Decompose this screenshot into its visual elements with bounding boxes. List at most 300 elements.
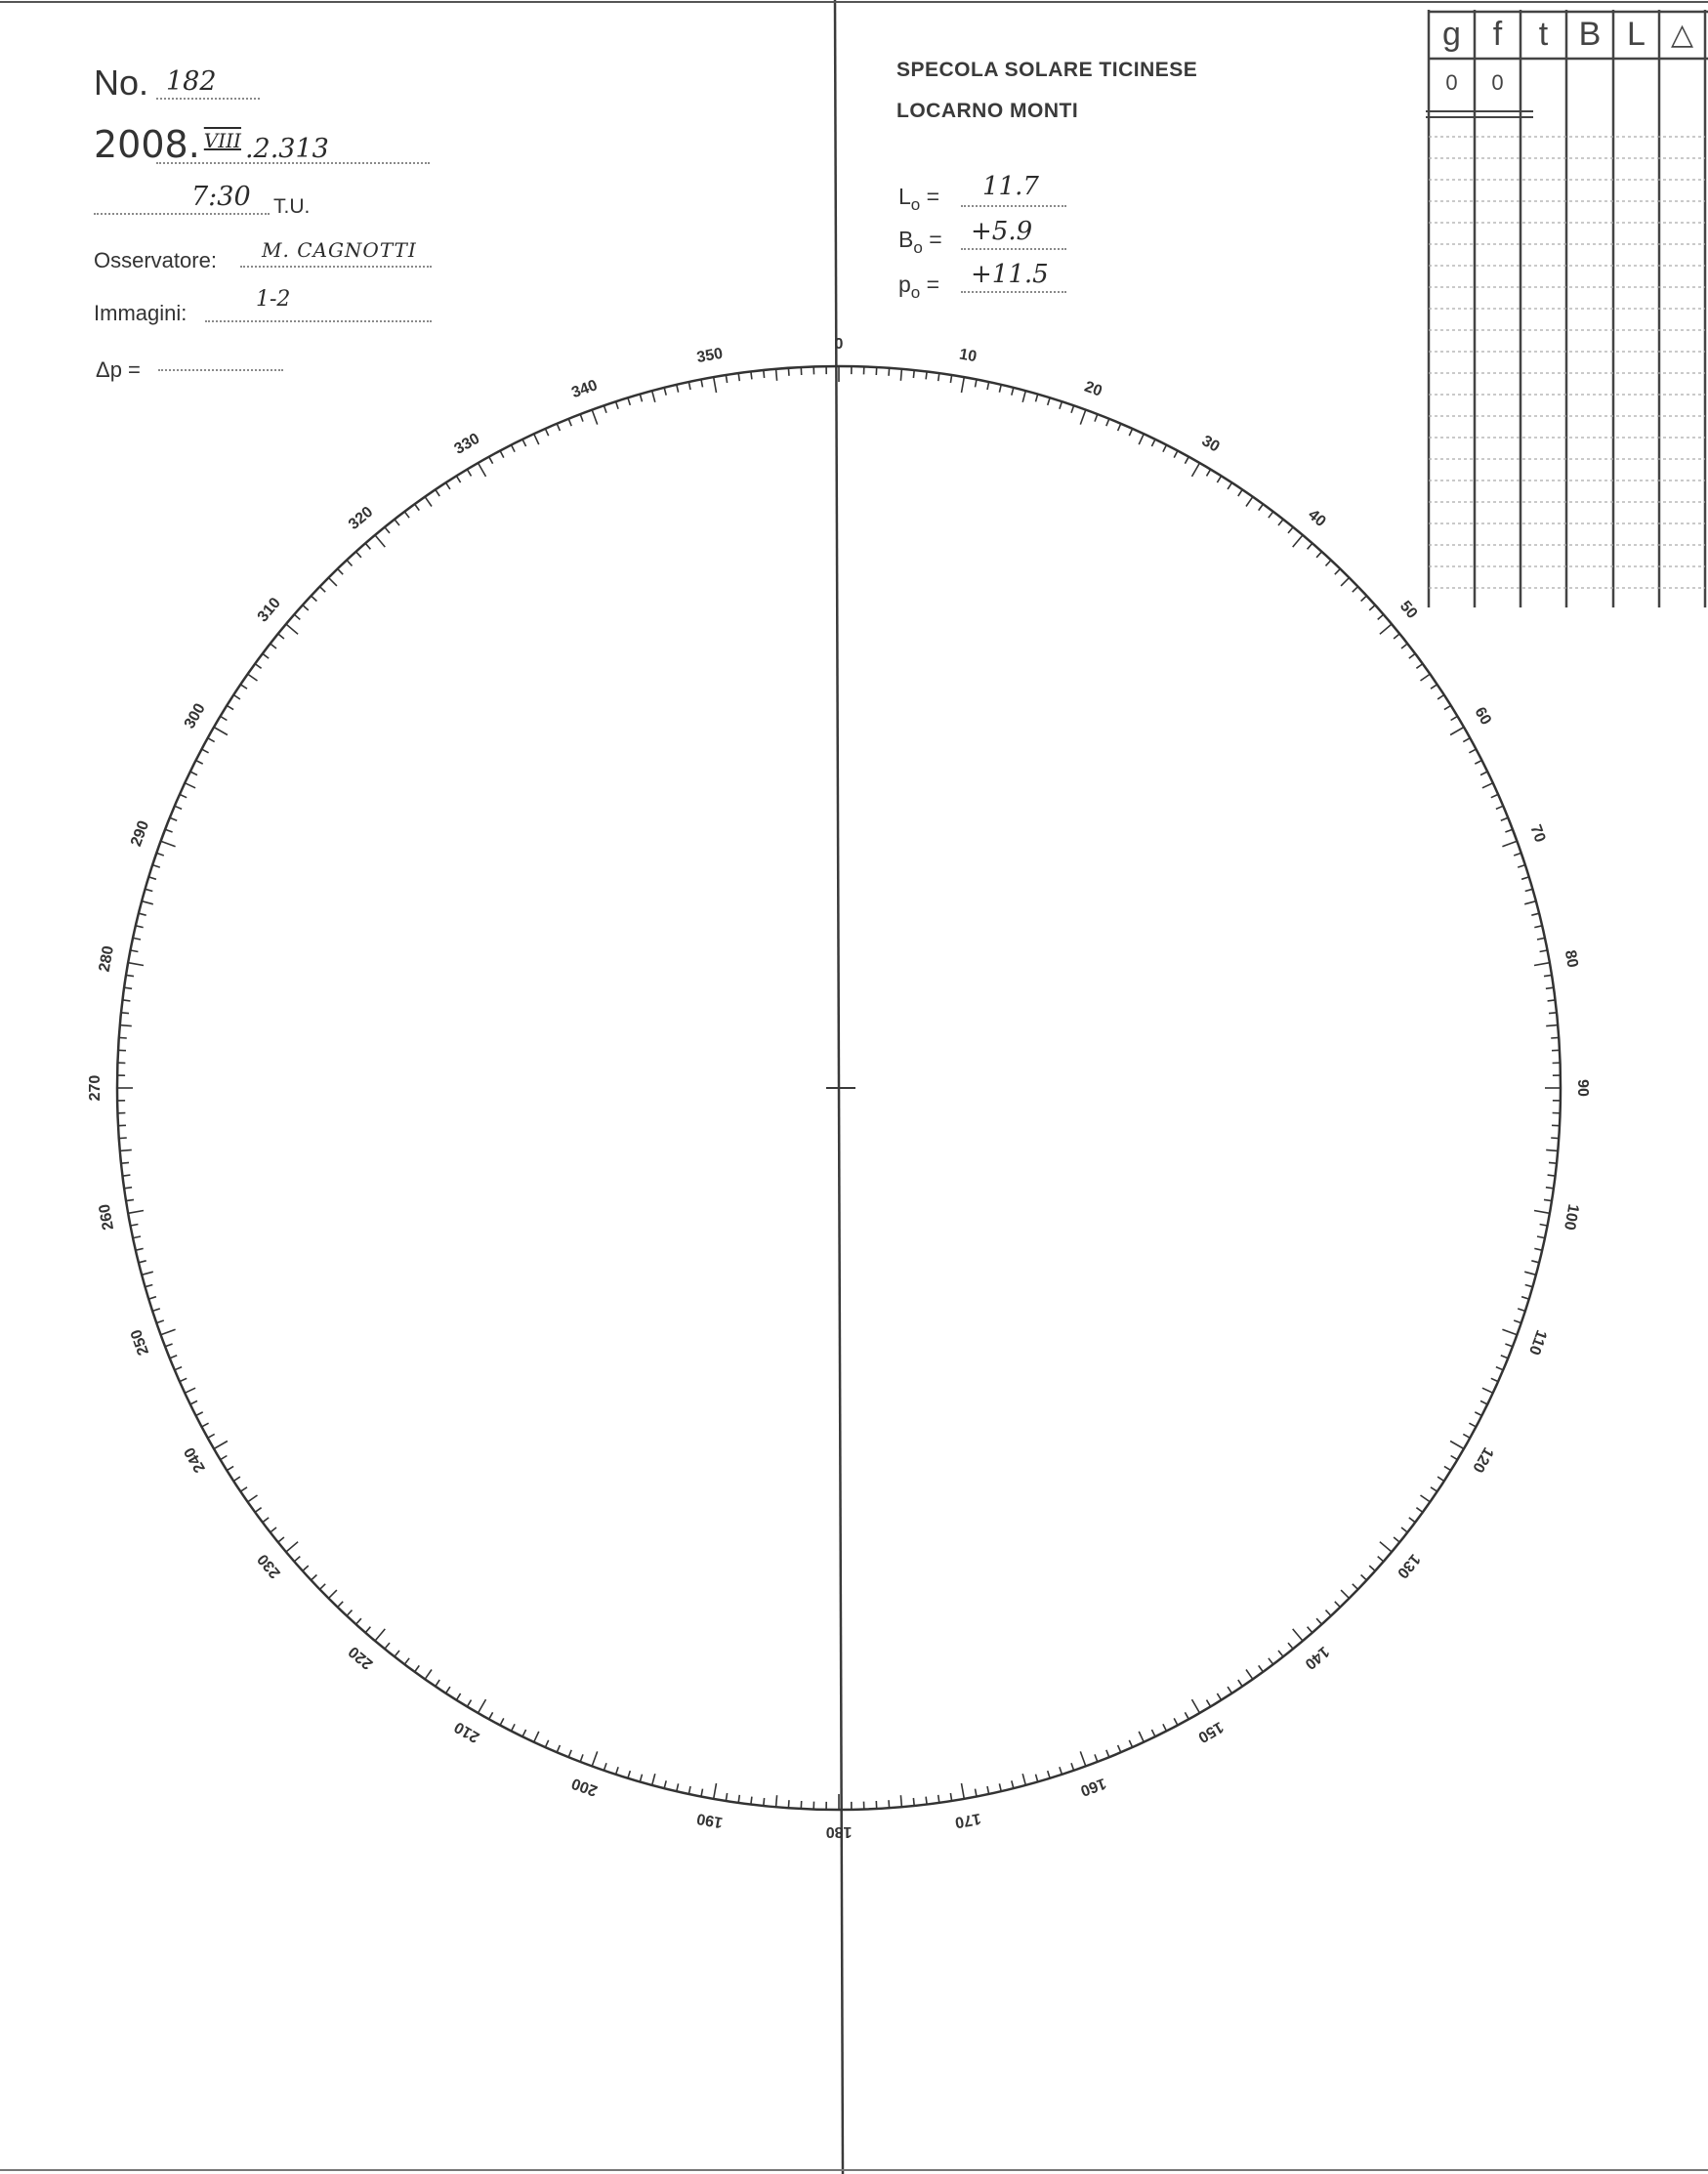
dial-tick <box>202 749 209 753</box>
dial-tick <box>170 817 177 820</box>
dial-tick <box>1531 1261 1539 1263</box>
dial-tick <box>545 429 548 436</box>
date-prefix: 2008. <box>94 123 200 166</box>
dial-tick <box>1259 1665 1264 1672</box>
dial-tick <box>1378 614 1384 619</box>
dial-tick <box>1012 1780 1014 1788</box>
dial-tick <box>1546 1025 1558 1026</box>
dial-tick <box>139 1261 146 1263</box>
images-field[interactable] <box>205 295 432 322</box>
p0-value: +11.5 <box>971 260 1049 289</box>
dial-tick <box>248 674 258 681</box>
dial-tick <box>294 614 300 619</box>
dial-tick <box>263 653 269 658</box>
dial-tick <box>688 382 690 390</box>
dial-tick <box>726 375 727 383</box>
dial-tick <box>1238 489 1242 496</box>
dial-tick <box>347 561 353 566</box>
dial-tick <box>714 377 717 393</box>
dial-tick <box>196 761 203 765</box>
dial-label: 160 <box>1077 1774 1108 1799</box>
dial-tick <box>999 385 1001 393</box>
date-suffix: .2.313 <box>244 134 329 164</box>
dial-tick <box>1544 975 1552 976</box>
dial-label: 20 <box>1082 378 1104 400</box>
dial-tick <box>1514 1320 1521 1323</box>
dial-tick <box>136 926 144 928</box>
dial-tick <box>1537 938 1545 940</box>
dial-tick <box>900 1795 901 1807</box>
dial-tick <box>1482 1388 1493 1393</box>
dial-tick <box>227 1466 233 1470</box>
dial-tick <box>1505 829 1513 832</box>
dial-tick <box>404 512 409 518</box>
dial-tick <box>1480 772 1487 775</box>
dial-tick <box>938 1795 939 1803</box>
dial-tick <box>338 1602 344 1608</box>
dial-tick <box>1293 535 1303 547</box>
time-unit: T.U. <box>273 195 311 218</box>
dial-tick <box>1421 674 1431 681</box>
dial-tick <box>557 1745 560 1752</box>
dial-tick <box>1335 568 1341 574</box>
col-header-f: f <box>1492 16 1503 53</box>
dial-tick <box>950 1793 951 1801</box>
p0-subscript: o <box>910 283 921 302</box>
dial-tick <box>446 1687 450 1693</box>
dial-tick <box>148 877 156 879</box>
dial-tick <box>1185 1712 1188 1719</box>
dial-tick <box>128 963 144 966</box>
dial-tick <box>170 1356 177 1359</box>
dial-tick <box>1308 543 1312 549</box>
dial-tick <box>152 865 160 868</box>
dial-label: 320 <box>345 503 377 533</box>
dial-tick <box>190 772 197 775</box>
dial-tick <box>385 527 390 533</box>
dial-tick <box>652 1774 655 1785</box>
dial-tick <box>900 369 901 381</box>
dial-label: 130 <box>1394 1550 1424 1582</box>
dial-tick <box>1540 1225 1548 1227</box>
dial-tick <box>142 1272 153 1275</box>
dial-tick <box>240 685 247 689</box>
dial-label: 60 <box>1471 704 1495 729</box>
dial-label: 110 <box>1524 1327 1550 1358</box>
dial-tick <box>1326 561 1332 566</box>
cell-f-row1[interactable]: 0 <box>1491 70 1504 95</box>
dial-tick <box>385 1643 390 1649</box>
dial-label: 260 <box>96 1202 118 1232</box>
dial-tick <box>146 1285 153 1287</box>
dial-tick <box>319 587 325 593</box>
dial-tick <box>1071 1763 1074 1771</box>
dial-tick <box>776 1795 777 1807</box>
dial-tick <box>1431 685 1437 689</box>
dial-tick <box>1463 1434 1470 1438</box>
dial-tick <box>123 1000 131 1001</box>
dial-tick <box>136 1248 144 1250</box>
p0-label: $p_o$ = <box>898 272 940 302</box>
dial-tick <box>1480 1401 1487 1404</box>
dial-tick <box>1518 865 1525 868</box>
b0-label: $B_o$ = <box>898 227 942 257</box>
cell-g-row1[interactable]: 0 <box>1445 70 1458 95</box>
dial-tick <box>1450 1442 1464 1449</box>
delta-p-label: Δp = <box>96 357 141 382</box>
dial-tick <box>415 1665 420 1672</box>
dial-tick <box>161 1329 176 1335</box>
dial-tick <box>640 395 642 402</box>
dial-tick <box>1217 1693 1221 1700</box>
number-label: No. <box>94 63 149 103</box>
dial-tick <box>142 901 153 904</box>
dial-tick <box>1288 1643 1293 1649</box>
dial-tick <box>677 1783 679 1791</box>
dial-tick <box>500 451 504 458</box>
dial-tick <box>664 1780 666 1788</box>
dial-tick <box>1409 653 1415 658</box>
dial-tick <box>1316 1618 1321 1624</box>
dial-tick <box>1163 1724 1167 1731</box>
dial-tick <box>1012 388 1014 396</box>
dial-tick <box>512 445 516 452</box>
dial-tick <box>375 535 385 547</box>
dial-tick <box>1482 783 1493 788</box>
dial-label: 270 <box>87 1074 104 1102</box>
dial-tick <box>1421 1495 1431 1502</box>
dial-tick <box>1450 728 1464 735</box>
dial-tick <box>1095 414 1098 422</box>
dial-tick <box>999 1783 1001 1791</box>
dial-tick <box>1551 1138 1559 1139</box>
dial-tick <box>240 1487 247 1491</box>
dial-tick <box>1341 1590 1350 1599</box>
dial-tick <box>185 783 195 788</box>
dial-tick <box>263 1518 269 1523</box>
dial-tick <box>126 975 134 976</box>
dial-tick <box>303 1566 309 1570</box>
dial-tick <box>271 1527 276 1532</box>
dial-tick <box>365 543 370 549</box>
dial-label: 230 <box>254 1550 284 1582</box>
dial-tick <box>1521 1297 1529 1299</box>
dial-tick <box>1293 1629 1303 1641</box>
dial-tick <box>425 497 432 507</box>
dial-label: 200 <box>569 1774 601 1799</box>
dial-tick <box>1525 889 1533 891</box>
dial-tick <box>568 1750 571 1757</box>
dial-tick <box>436 489 439 496</box>
observatory-location: LOCARNO MONTI <box>896 100 1079 122</box>
dial-tick <box>148 1297 156 1299</box>
dial-tick <box>1326 1610 1332 1616</box>
dial-tick <box>1129 429 1132 436</box>
dial-tick <box>987 1786 989 1794</box>
dial-tick <box>1501 817 1508 820</box>
dial-tick <box>1228 482 1231 489</box>
dial-tick <box>356 552 361 558</box>
dial-tick <box>1192 1699 1200 1713</box>
dial-tick <box>1548 1175 1556 1176</box>
dial-tick <box>1139 1732 1144 1742</box>
dial-tick <box>976 380 978 388</box>
dial-tick <box>1380 1542 1392 1552</box>
dial-tick <box>124 987 132 988</box>
dial-label: 290 <box>128 818 153 850</box>
dial-label: 300 <box>181 700 209 732</box>
dial-tick <box>248 1495 258 1502</box>
dial-label: 100 <box>1560 1202 1582 1232</box>
dial-tick <box>165 1344 173 1347</box>
dial-tick <box>124 1188 132 1189</box>
delta-p-field[interactable] <box>158 354 283 371</box>
dial-label: 70 <box>1526 822 1549 845</box>
time-value: 7:30 <box>191 182 251 212</box>
dial-tick <box>255 664 262 669</box>
dial-tick <box>1278 520 1283 525</box>
dial-label: 30 <box>1198 432 1223 456</box>
dial-tick <box>1437 1477 1444 1481</box>
dial-tick <box>1514 853 1521 856</box>
dial-tick <box>1401 1527 1407 1532</box>
dial-tick <box>156 1320 164 1323</box>
dial-tick <box>1151 439 1155 446</box>
col-header-b: B <box>1578 16 1602 53</box>
dial-tick <box>889 368 890 376</box>
dial-tick <box>926 1797 927 1805</box>
col-header-t: t <box>1538 16 1549 53</box>
dial-tick <box>1341 577 1350 586</box>
dial-tick <box>1501 1356 1508 1359</box>
dial-tick <box>580 414 583 422</box>
dial-tick <box>375 1629 385 1641</box>
dial-tick <box>1163 445 1167 452</box>
dial-tick <box>1502 1329 1517 1335</box>
dial-tick <box>1491 794 1498 797</box>
dial-tick <box>1174 451 1178 458</box>
dial-tick <box>628 1771 630 1778</box>
dial-tick <box>1228 1687 1231 1693</box>
dial-tick <box>255 1508 262 1513</box>
dial-tick <box>180 794 187 797</box>
dial-tick <box>119 1037 127 1038</box>
dial-label: 40 <box>1305 506 1329 531</box>
dial-tick <box>738 373 739 381</box>
dial-tick <box>467 470 471 477</box>
dial-tick <box>1548 1000 1556 1001</box>
dial-label: 0 <box>834 336 844 354</box>
dial-tick <box>1524 1272 1536 1275</box>
dial-tick <box>522 1730 526 1736</box>
dial-tick <box>196 1412 203 1416</box>
dial-tick <box>1505 1344 1513 1347</box>
dial-tick <box>120 1025 132 1026</box>
dial-tick <box>1022 1774 1025 1785</box>
dial-tick <box>1534 1248 1542 1250</box>
dial-tick <box>1278 1651 1283 1656</box>
date-month: VIII <box>203 129 241 152</box>
dial-tick <box>677 385 679 393</box>
dial-tick <box>365 1627 370 1633</box>
dial-tick <box>1192 463 1200 477</box>
dial-tick <box>1546 1188 1554 1189</box>
dial-tick <box>1207 1700 1211 1707</box>
dial-tick <box>1080 410 1086 425</box>
dial-tick <box>436 1680 439 1687</box>
dial-tick <box>146 889 153 891</box>
dial-tick <box>640 1775 642 1782</box>
dial-tick <box>175 1367 182 1370</box>
dial-tick <box>356 1618 361 1624</box>
dial-tick <box>1335 1602 1341 1608</box>
dial-tick <box>1531 913 1539 915</box>
images-value: 1-2 <box>256 287 291 312</box>
dial-tick <box>1549 1013 1557 1014</box>
dial-tick <box>1129 1740 1132 1747</box>
dial-tick <box>1475 761 1481 765</box>
dial-tick <box>446 482 450 489</box>
dial-tick <box>278 634 284 639</box>
dial-tick <box>500 1718 504 1725</box>
dial-tick <box>1444 705 1451 709</box>
table-grid <box>1426 10 1708 607</box>
dial-tick <box>1491 1378 1498 1381</box>
dial-tick <box>1036 395 1038 402</box>
dial-tick <box>319 1584 325 1590</box>
dial-tick <box>180 1378 187 1381</box>
dial-tick <box>214 1442 228 1449</box>
dial-tick <box>328 577 337 586</box>
dial-tick <box>489 457 493 464</box>
l0-subscript: o <box>910 195 921 214</box>
dial-tick <box>221 1456 228 1460</box>
dial-label: 120 <box>1469 1443 1497 1476</box>
dial-tick <box>1022 391 1025 402</box>
l0-value: 11.7 <box>982 172 1039 201</box>
date-field[interactable] <box>156 137 430 164</box>
dial-tick <box>950 375 951 383</box>
col-header-l: L <box>1627 16 1646 53</box>
dial-tick <box>1308 1627 1312 1633</box>
dial-tick <box>1551 1037 1559 1038</box>
dial-tick <box>1525 1285 1533 1287</box>
dial-tick <box>1217 476 1221 482</box>
dial-label: 190 <box>695 1809 725 1831</box>
dial-tick <box>592 410 598 425</box>
dial-tick <box>1316 552 1321 558</box>
dial-tick <box>701 1789 703 1797</box>
dial-tick <box>1469 1423 1476 1427</box>
dial-tick <box>1269 1658 1273 1664</box>
dial-label: 240 <box>181 1443 209 1476</box>
dial-tick <box>714 1783 717 1799</box>
dial-tick <box>119 1138 127 1139</box>
dial-tick <box>479 1699 486 1713</box>
b0-value: +5.9 <box>971 217 1033 246</box>
dial-tick <box>165 829 173 832</box>
dial-tick <box>628 397 630 405</box>
dial-tick <box>1259 504 1264 511</box>
dial-tick <box>489 1712 493 1719</box>
dial-tick <box>1451 1456 1458 1460</box>
observatory-name: SPECOLA SOLARE TICINESE <box>896 59 1198 81</box>
dial-tick <box>479 463 486 477</box>
dial-tick <box>175 806 182 809</box>
dial-tick <box>616 401 619 409</box>
dial-label: 150 <box>1194 1718 1227 1746</box>
dial-tick <box>202 1423 209 1427</box>
dial-tick <box>738 1795 739 1803</box>
dial-tick <box>123 1175 131 1176</box>
dial-tick <box>395 1651 399 1656</box>
dial-tick <box>1269 512 1273 518</box>
dial-label: 340 <box>569 377 601 402</box>
images-label: Immagini: <box>94 301 187 325</box>
dial-tick <box>962 377 965 393</box>
dial-tick <box>1521 877 1529 879</box>
dial-tick <box>139 913 146 915</box>
dial-tick <box>534 1732 539 1742</box>
dial-tick <box>1106 1750 1109 1757</box>
dial-tick <box>938 373 939 381</box>
dial-tick <box>913 370 914 378</box>
number-value: 182 <box>166 66 217 97</box>
dial-tick <box>1048 397 1050 405</box>
dial-label: 170 <box>953 1809 982 1831</box>
dial-tick <box>286 1542 298 1552</box>
dial-tick <box>751 372 752 380</box>
dial-tick <box>1060 1767 1062 1775</box>
dial-tick <box>133 1236 141 1238</box>
dial-tick <box>568 419 571 426</box>
dial-tick <box>701 380 703 388</box>
dial-tick <box>1496 1367 1503 1370</box>
dial-tick <box>604 405 606 413</box>
dial-tick <box>152 1309 160 1312</box>
l0-label: $L_o$ = <box>898 184 940 214</box>
dial-tick <box>1524 901 1536 904</box>
dial-tick <box>1475 1412 1481 1416</box>
dial-tick <box>1380 624 1392 634</box>
dial-tick <box>294 1557 300 1562</box>
dial-tick <box>1174 1718 1178 1725</box>
dial-tick <box>214 728 228 735</box>
dial-tick <box>425 1670 432 1680</box>
dial-tick <box>161 841 176 847</box>
dial-label: 10 <box>957 346 979 366</box>
dial-tick <box>580 1754 583 1762</box>
dial-tick <box>185 1388 195 1393</box>
dial-tick <box>456 1693 460 1700</box>
dial-tick <box>1361 1575 1367 1581</box>
dial-tick <box>227 705 233 709</box>
dial-tick <box>764 1798 765 1806</box>
dial-tick <box>1416 664 1423 669</box>
dial-tick <box>557 424 560 431</box>
dial-tick <box>1416 1508 1423 1513</box>
dial-tick <box>1036 1775 1038 1782</box>
dial-tick <box>303 606 309 610</box>
dial-tick <box>1537 1236 1545 1238</box>
dial-tick <box>1534 1211 1550 1214</box>
dial-tick <box>328 1590 337 1599</box>
dial-label: 330 <box>451 430 483 458</box>
dial-tick <box>133 938 141 940</box>
dial-tick <box>1544 1199 1552 1200</box>
observer-value: M. CAGNOTTI <box>262 238 417 262</box>
dial-tick <box>987 382 989 390</box>
